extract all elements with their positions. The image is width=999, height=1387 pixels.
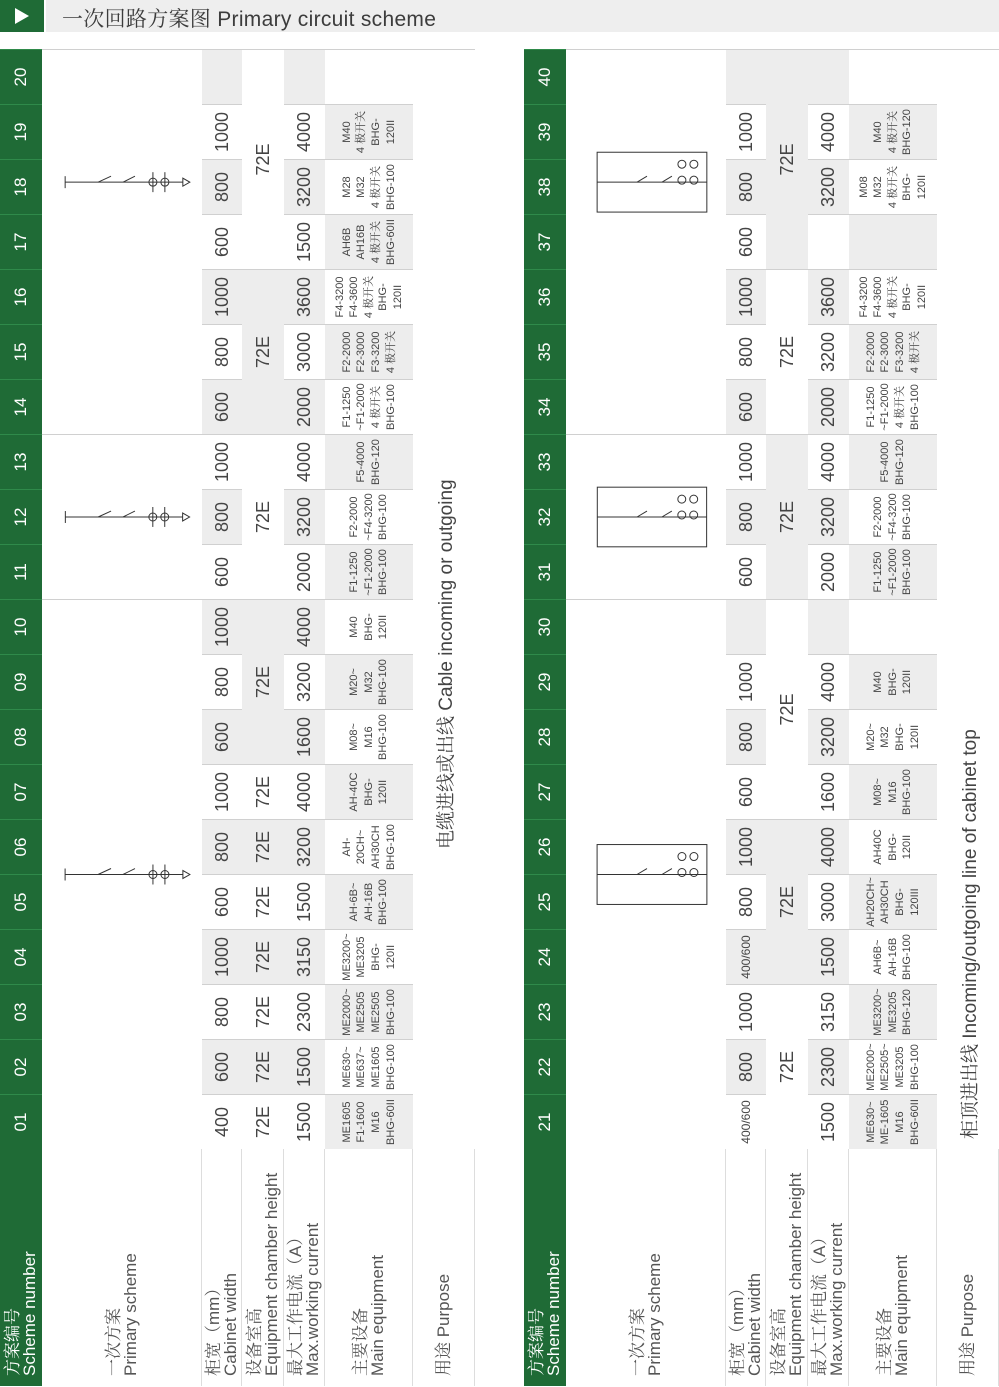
- cabinet-width-cell: 800: [202, 324, 242, 379]
- row-label-text: 柜宽（mm）: [203, 1279, 223, 1376]
- row-label-text: 主要设备: [874, 1308, 894, 1376]
- circuit-diagram: [567, 50, 725, 434]
- cabinet-width-cell: 1000: [202, 929, 242, 984]
- chamber-height-cell: 72E: [766, 984, 808, 1149]
- row-label-chamber-height: [766, 1149, 808, 1386]
- main-equipment-cell: [849, 599, 937, 654]
- cabinet-width-cell: 1000: [726, 434, 766, 489]
- chamber-height-cell: 72E: [242, 1094, 284, 1149]
- main-equipment-cell: ME630~ ME637~ ME1605 BHG-100: [325, 1039, 413, 1094]
- row-label-primary-scheme: [42, 1149, 202, 1386]
- main-equipment-cell: M40 BHG- 120II: [325, 599, 413, 654]
- row-cells: [766, 49, 808, 1149]
- cabinet-width-cell: 800: [202, 984, 242, 1039]
- row-label-text: 一次方案: [627, 1308, 647, 1376]
- main-equipment-cell: ME630~ ME-1605 M16 BHG-60II: [849, 1094, 937, 1149]
- chamber-height-cell: 72E: [766, 599, 808, 819]
- main-equipment-cell: AH6B~ AH-16B BHG-100: [849, 929, 937, 984]
- max-current-cell: [808, 599, 849, 654]
- max-current-cell: 3200: [808, 324, 849, 379]
- main-equipment-cell: ME1605 F1-1600 M16 BHG-60II: [325, 1094, 413, 1149]
- cabinet-width-row: [726, 49, 766, 1386]
- chamber-height-cell: 72E: [242, 434, 284, 599]
- cabinet-width-cell: 400: [202, 1094, 242, 1149]
- scheme-number-cell: 12: [0, 489, 42, 544]
- scheme-number-cell: 33: [524, 434, 566, 489]
- max-current-cell: [808, 49, 849, 104]
- circuit-diagram: [43, 600, 201, 1149]
- row-label-max-current: [808, 1149, 849, 1386]
- row-cells: [325, 49, 413, 1149]
- cabinet-width-cell: 1000: [726, 269, 766, 324]
- chamber-height-cell: 72E: [766, 819, 808, 984]
- max-current-cell: 4000: [284, 104, 325, 159]
- scheme-number-cell: 36: [524, 269, 566, 324]
- scheme-number-cell: 39: [524, 104, 566, 159]
- scheme-diagram-cell: [42, 599, 202, 1149]
- row-label-text: 用途 Purpose: [434, 1273, 453, 1376]
- cabinet-width-cell: 800: [202, 489, 242, 544]
- main-equipment-cell: [849, 49, 937, 104]
- row-label-text: Main equipment: [891, 1255, 911, 1376]
- cabinet-width-cell: 800: [726, 874, 766, 929]
- main-equipment-cell: M40 4 极开关 BHG- 120II: [325, 104, 413, 159]
- main-equipment-cell: AH-40C BHG- 120II: [325, 764, 413, 819]
- max-current-cell: 4000: [284, 434, 325, 489]
- scheme-number-cell: 02: [0, 1039, 42, 1094]
- max-current-row: [808, 49, 849, 1386]
- main-equipment-cell: ME2000~ ME2505 ME2505 BHG-100: [325, 984, 413, 1039]
- row-label-text: 一次方案: [103, 1308, 123, 1376]
- max-current-cell: 4000: [808, 654, 849, 709]
- row-cells: [849, 49, 937, 1149]
- scheme-number-cell: 30: [524, 599, 566, 654]
- max-current-cell: 3150: [808, 984, 849, 1039]
- max-current-cell: 4000: [808, 434, 849, 489]
- cabinet-width-cell: 800: [202, 159, 242, 214]
- scheme-number-row: [0, 49, 42, 1386]
- main-equipment-cell: ME3200~ ME3205 BHG- 120II: [325, 929, 413, 984]
- scheme-number-cell: 19: [0, 104, 42, 159]
- max-current-cell: 1500: [284, 1039, 325, 1094]
- main-equipment-cell: F5-4000 BHG-120: [325, 434, 413, 489]
- row-label-text: Scheme number: [544, 1251, 563, 1376]
- chamber-height-cell: 72E: [242, 599, 284, 764]
- chamber-height-cell: 72E: [766, 269, 808, 434]
- row-label-primary-scheme: [566, 1149, 726, 1386]
- max-current-cell: 2300: [808, 1039, 849, 1094]
- max-current-cell: 3200: [284, 489, 325, 544]
- row-label-text: Main equipment: [367, 1255, 387, 1376]
- main-equipment-cell: AH6B AH16B 4 极开关 BHG-60II: [325, 214, 413, 269]
- row-cells: [808, 49, 849, 1149]
- main-equipment-cell: F1-1250 ~F1-2000 BHG-100: [325, 544, 413, 599]
- main-equipment-cell: F1-1250 ~F1-2000 BHG-100: [849, 544, 937, 599]
- scheme-number-cell: 27: [524, 764, 566, 819]
- cabinet-width-cell: 800: [726, 1039, 766, 1094]
- row-label-chamber-height: [242, 1149, 284, 1386]
- scheme-number-cell: 22: [524, 1039, 566, 1094]
- primary-scheme-row: [42, 49, 202, 1386]
- scheme-number-cell: 28: [524, 709, 566, 764]
- cabinet-width-cell: 600: [202, 874, 242, 929]
- purpose-cell: [937, 49, 999, 1149]
- row-cells: [524, 49, 566, 1149]
- cabinet-width-cell: 800: [202, 654, 242, 709]
- circuit-diagram: [567, 435, 725, 599]
- cabinet-width-cell: 1000: [726, 104, 766, 159]
- max-current-cell: 3200: [284, 819, 325, 874]
- row-label-text: 主要设备: [350, 1308, 370, 1376]
- scheme-number-cell: 37: [524, 214, 566, 269]
- scheme-number-cell: 24: [524, 929, 566, 984]
- scheme-diagram-cell: [42, 49, 202, 434]
- max-current-cell: [808, 214, 849, 269]
- scheme-number-cell: 32: [524, 489, 566, 544]
- cabinet-width-cell: 600: [202, 1039, 242, 1094]
- row-label-main-equipment: [325, 1149, 413, 1386]
- cabinet-width-cell: 1000: [202, 764, 242, 819]
- row-cells: [726, 49, 766, 1149]
- row-cells: [413, 49, 475, 1149]
- row-label-text: Equipment chamber height: [785, 1172, 805, 1376]
- main-equipment-cell: ME3200~ ME3205 BHG-120: [849, 984, 937, 1039]
- main-equipment-cell: AH40C BHG- 120II: [849, 819, 937, 874]
- scheme-number-cell: 04: [0, 929, 42, 984]
- scheme-number-cell: 21: [524, 1094, 566, 1149]
- row-label-text: Cabinet width: [744, 1272, 764, 1376]
- max-current-cell: 4000: [284, 764, 325, 819]
- cabinet-width-cell: 800: [726, 709, 766, 764]
- scheme-number-cell: 14: [0, 379, 42, 434]
- cabinet-width-cell: 1000: [726, 654, 766, 709]
- cabinet-width-cell: 1000: [202, 104, 242, 159]
- main-equipment-cell: AH- 20CH~ AH30CH BHG-100: [325, 819, 413, 874]
- max-current-cell: 3200: [284, 159, 325, 214]
- row-label-text: 最大工作电流（A）: [286, 1228, 305, 1376]
- page-title: 一次回路方案图 Primary circuit scheme: [62, 8, 437, 31]
- row-label-text: Max.working current: [303, 1222, 322, 1376]
- row-label-text: Scheme number: [20, 1251, 39, 1376]
- row-label-purpose: [937, 1149, 999, 1386]
- max-current-cell: [284, 49, 325, 104]
- row-cells: [42, 49, 202, 1149]
- main-equipment-cell: F2-2000 F2-3000 F3-3200 4 极开关: [849, 324, 937, 379]
- max-current-cell: 1500: [284, 1094, 325, 1149]
- scheme-table-1: [0, 49, 518, 1386]
- cabinet-width-cell: 800: [726, 489, 766, 544]
- row-cells: [242, 49, 284, 1149]
- scheme-number-cell: 08: [0, 709, 42, 764]
- max-current-cell: 3200: [808, 489, 849, 544]
- row-label-purpose: [413, 1149, 475, 1386]
- scheme-number-cell: 15: [0, 324, 42, 379]
- circuit-diagram: [43, 50, 201, 434]
- scheme-number-cell: 38: [524, 159, 566, 214]
- row-label-text: 方案编号: [527, 1308, 546, 1376]
- main-equipment-cell: F2-2000 ~F4-3200 BHG-100: [325, 489, 413, 544]
- row-label-cabinet-width: [202, 1149, 242, 1386]
- max-current-cell: 3200: [808, 709, 849, 764]
- max-current-cell: 3150: [284, 929, 325, 984]
- max-current-cell: 4000: [284, 599, 325, 654]
- max-current-cell: 2000: [808, 379, 849, 434]
- cabinet-width-cell: 800: [202, 819, 242, 874]
- chamber-height-cell: 72E: [242, 929, 284, 984]
- row-label-text: Max.working current: [827, 1222, 846, 1376]
- cabinet-width-cell: 600: [202, 709, 242, 764]
- scheme-diagram-cell: [566, 49, 726, 434]
- cabinet-width-cell: 600: [726, 214, 766, 269]
- row-label-text: 设备室高: [768, 1308, 788, 1376]
- max-current-cell: 1600: [284, 709, 325, 764]
- row-label-text: 方案编号: [3, 1308, 22, 1376]
- main-equipment-cell: F4-3200 F4-3600 4 极开关 BHG- 120II: [849, 269, 937, 324]
- scheme-number-cell: 03: [0, 984, 42, 1039]
- scheme-number-cell: 10: [0, 599, 42, 654]
- scheme-number-row: [524, 49, 566, 1386]
- scheme-number-cell: 05: [0, 874, 42, 929]
- row-label-scheme-number: [524, 1149, 566, 1386]
- cabinet-width-cell: 600: [202, 214, 242, 269]
- purpose-text: 柜顶进出线 Incoming/outgoing line of cabinet top: [959, 729, 981, 1139]
- max-current-cell: 4000: [808, 104, 849, 159]
- max-current-cell: 3600: [284, 269, 325, 324]
- row-label-max-current: [284, 1149, 325, 1386]
- scheme-diagram-cell: [566, 599, 726, 1149]
- scheme-number-cell: 16: [0, 269, 42, 324]
- scheme-number-cell: 40: [524, 49, 566, 104]
- scheme-number-cell: 29: [524, 654, 566, 709]
- chamber-height-cell: 72E: [242, 874, 284, 929]
- chamber-height-row: [242, 49, 284, 1386]
- circuit-diagram: [43, 435, 201, 599]
- main-equipment-cell: M28 M32 4 极开关 BHG-100: [325, 159, 413, 214]
- row-cells: [937, 49, 999, 1149]
- cabinet-width-cell: 600: [202, 544, 242, 599]
- chamber-height-cell: 72E: [242, 819, 284, 874]
- main-equipment-cell: M08 M32 4 极开关 BHG- 120II: [849, 159, 937, 214]
- cabinet-width-cell: 400/600: [726, 1094, 766, 1149]
- main-equipment-cell: M20~ M32 BHG- 120II: [849, 709, 937, 764]
- main-equipment-cell: M20~ M32 BHG-100: [325, 654, 413, 709]
- chamber-height-row: [766, 49, 808, 1386]
- main-equipment-cell: [325, 49, 413, 104]
- max-current-cell: 2300: [284, 984, 325, 1039]
- scheme-diagram-cell: [566, 434, 726, 599]
- row-cells: [202, 49, 242, 1149]
- cabinet-width-cell: 1000: [202, 434, 242, 489]
- chamber-height-cell: 72E: [766, 49, 808, 269]
- max-current-row: [284, 49, 325, 1386]
- row-label-cabinet-width: [726, 1149, 766, 1386]
- main-equipment-cell: M40 BHG- 120II: [849, 654, 937, 709]
- main-equipment-cell: F2-2000 ~F4-3200 BHG-100: [849, 489, 937, 544]
- chamber-height-cell: 72E: [242, 49, 284, 269]
- primary-scheme-row: [566, 49, 726, 1386]
- cabinet-width-cell: 1000: [202, 269, 242, 324]
- main-equipment-cell: F4-3200 F4-3600 4 极开关 BHG- 120II: [325, 269, 413, 324]
- play-arrow-icon: [0, 0, 44, 32]
- max-current-cell: 1600: [808, 764, 849, 819]
- main-equipment-cell: F1-1250 ~F1-2000 4 极开关 BHG-100: [325, 379, 413, 434]
- scheme-number-cell: 13: [0, 434, 42, 489]
- row-cells: [566, 49, 726, 1149]
- scheme-number-cell: 31: [524, 544, 566, 599]
- scheme-number-cell: 26: [524, 819, 566, 874]
- scheme-number-cell: 18: [0, 159, 42, 214]
- purpose-cell: [413, 49, 475, 1149]
- cabinet-width-cell: [726, 599, 766, 654]
- section-header: [0, 0, 999, 32]
- scheme-number-cell: 23: [524, 984, 566, 1039]
- cabinet-width-cell: 400/600: [726, 929, 766, 984]
- scheme-number-cell: 25: [524, 874, 566, 929]
- max-current-cell: 1500: [808, 929, 849, 984]
- cabinet-width-cell: 600: [726, 379, 766, 434]
- main-equipment-cell: ME2000~ ME2505~ ME3205 BHG-100: [849, 1039, 937, 1094]
- scheme-number-cell: 06: [0, 819, 42, 874]
- scheme-diagram-cell: [42, 434, 202, 599]
- max-current-cell: 1500: [808, 1094, 849, 1149]
- row-cells: [284, 49, 325, 1149]
- cabinet-width-cell: 1000: [202, 599, 242, 654]
- main-equipment-cell: [849, 214, 937, 269]
- max-current-cell: 1500: [284, 214, 325, 269]
- main-equipment-cell: AH20CH~ AH30CH BHG- 120III: [849, 874, 937, 929]
- cabinet-width-cell: 600: [726, 544, 766, 599]
- main-equipment-row: [849, 49, 937, 1386]
- max-current-cell: 2000: [808, 544, 849, 599]
- main-equipment-row: [325, 49, 413, 1386]
- scheme-number-cell: 11: [0, 544, 42, 599]
- purpose-row: [413, 49, 475, 1386]
- max-current-cell: 3600: [808, 269, 849, 324]
- main-equipment-cell: AH-6B~ AH-16B BHG-100: [325, 874, 413, 929]
- purpose-row: [937, 49, 999, 1386]
- main-equipment-cell: F1-1250 ~F1-2000 4 极开关 BHG-100: [849, 379, 937, 434]
- cabinet-width-cell: [202, 49, 242, 104]
- max-current-cell: 3200: [284, 654, 325, 709]
- scheme-number-cell: 20: [0, 49, 42, 104]
- chamber-height-cell: 72E: [766, 434, 808, 599]
- scheme-number-cell: 01: [0, 1094, 42, 1149]
- scheme-number-cell: 34: [524, 379, 566, 434]
- max-current-cell: 3200: [808, 159, 849, 214]
- scheme-number-cell: 07: [0, 764, 42, 819]
- row-label-text: 设备室高: [244, 1308, 264, 1376]
- cabinet-width-row: [202, 49, 242, 1386]
- row-label-text: Primary scheme: [644, 1253, 664, 1376]
- max-current-cell: 1500: [284, 874, 325, 929]
- circuit-diagram: [567, 600, 725, 1149]
- row-label-text: 最大工作电流（A）: [810, 1228, 829, 1376]
- row-label-text: Cabinet width: [220, 1272, 240, 1376]
- row-label-main-equipment: [849, 1149, 937, 1386]
- scheme-number-cell: 09: [0, 654, 42, 709]
- main-equipment-cell: M08~ M16 BHG-100: [849, 764, 937, 819]
- chamber-height-cell: 72E: [242, 269, 284, 434]
- cabinet-width-cell: 600: [202, 379, 242, 434]
- main-equipment-cell: M08~ M16 BHG-100: [325, 709, 413, 764]
- row-cells: [0, 49, 42, 1149]
- row-label-text: Equipment chamber height: [261, 1172, 281, 1376]
- chamber-height-cell: 72E: [242, 984, 284, 1039]
- chamber-height-cell: 72E: [242, 1039, 284, 1094]
- cabinet-width-cell: 800: [726, 159, 766, 214]
- scheme-number-cell: 17: [0, 214, 42, 269]
- main-equipment-cell: F5-4000 BHG-120: [849, 434, 937, 489]
- cabinet-width-cell: [726, 49, 766, 104]
- main-equipment-cell: M40 4 极开关 BHG-120: [849, 104, 937, 159]
- row-label-text: 柜宽（mm）: [727, 1279, 747, 1376]
- max-current-cell: 2000: [284, 379, 325, 434]
- purpose-text: 电缆进线或出线 Cable incoming or outgoing: [435, 479, 457, 849]
- row-label-text: Primary scheme: [120, 1253, 140, 1376]
- chamber-height-cell: 72E: [242, 764, 284, 819]
- cabinet-width-cell: 600: [726, 764, 766, 819]
- max-current-cell: 4000: [808, 819, 849, 874]
- max-current-cell: 3000: [284, 324, 325, 379]
- row-label-scheme-number: [0, 1149, 42, 1386]
- scheme-table-2: [524, 49, 999, 1386]
- max-current-cell: 3000: [808, 874, 849, 929]
- main-equipment-cell: F2-2000 F2-3000 F3-3200 4 极开关: [325, 324, 413, 379]
- max-current-cell: 2000: [284, 544, 325, 599]
- row-label-text: 用途 Purpose: [958, 1273, 977, 1376]
- cabinet-width-cell: 1000: [726, 984, 766, 1039]
- scheme-number-cell: 35: [524, 324, 566, 379]
- cabinet-width-cell: 800: [726, 324, 766, 379]
- cabinet-width-cell: 1000: [726, 819, 766, 874]
